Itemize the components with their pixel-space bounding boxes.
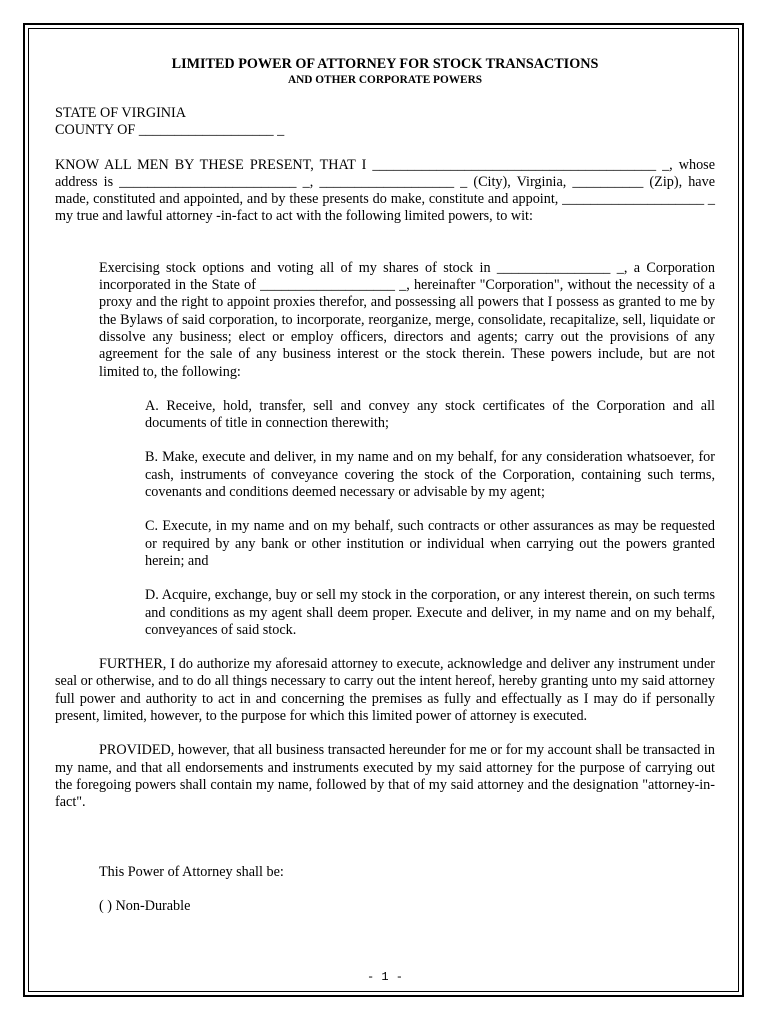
know-all-paragraph: KNOW ALL MEN BY THESE PRESENT, THAT I ________________________________________ _, whose address is _________________________ _, ___________________ _ (City), Virginia, __________ (Zip), have made, constituted and appointed, and by these presents do make, constitute and appoint, ____________________ _ my true and lawful attorney -in-fact to act with the following limited powers, to wit:: [55, 156, 715, 225]
power-item-c: C. Execute, in my name and on my behalf, such contracts or other assurances as may be requested or required by any bank or other institution or individual when carrying out the powers granted herein; and: [145, 518, 715, 569]
further-paragraph: FURTHER, I do authorize my aforesaid attorney to execute, acknowledge and deliver any instrument under seal or otherwise, and to do all things necessary to carry out the intent hereof, hereby granting unto my said attorney full power and authority to act in and concerning the premises as fully and effectually as I may do if personally present, limited, however, to the purpose for which this limited power of attorney is executed.: [55, 656, 715, 725]
page-number: - 1 -: [366, 970, 403, 984]
shall-be-line: This Power of Attorney shall be:: [99, 863, 284, 880]
document-body: [55, 56, 715, 915]
power-item-a: A. Receive, hold, transfer, sell and convey any stock certificates of the Corporation and all documents of title in connection therewith;: [145, 397, 715, 432]
document-title: LIMITED POWER OF ATTORNEY FOR STOCK TRANSACTIONS: [171, 56, 599, 72]
document-subtitle: AND OTHER CORPORATE POWERS: [287, 74, 483, 86]
power-item-b: B. Make, execute and deliver, in my name and on my behalf, for any consideration whatsoever, for cash, instruments of conveyance covering the stock of the Corporation, containing such terms, covenants and conditions deemed necessary or advisable by my agent;: [145, 449, 715, 501]
non-durable-option: ( ) Non-Durable: [99, 897, 191, 914]
exercising-paragraph: Exercising stock options and voting all of my shares of stock in ________________ _, a Corporation incorporated in the State of ___________________ _, hereinafter "Corporation", without the necessity of a proxy and the right to appoint proxies therefor, and possessing all powers that I possess as granted to me by the Bylaws of said corporation, to incorporate, reorganize, merge, consolidate, recapitalize, sell, liquidate or dissolve any business; elect or employ officers, directors and agents; carry out the provisions of any agreement for the sale of any business interest or the stock therein. These powers include, but are not limited to, the following:: [99, 259, 715, 380]
provided-paragraph: PROVIDED, however, that all business transacted hereunder for me or for my account shall be transacted in my name, and that all endorsements and instruments executed by my said attorney for the purpose of carrying out the foregoing powers shall contain my name, followed by that of my said attorney and the designation "attorney-in-fact".: [55, 742, 715, 811]
power-item-d: D. Acquire, exchange, buy or sell my stock in the corporation, or any interest therein, on such terms and conditions as my agent shall deem proper. Execute and deliver, in my name and on my behalf, conveyances of said stock.: [145, 587, 715, 638]
county-line: COUNTY OF ___________________ _: [55, 122, 285, 139]
state-line: STATE OF VIRGINIA: [55, 105, 187, 121]
